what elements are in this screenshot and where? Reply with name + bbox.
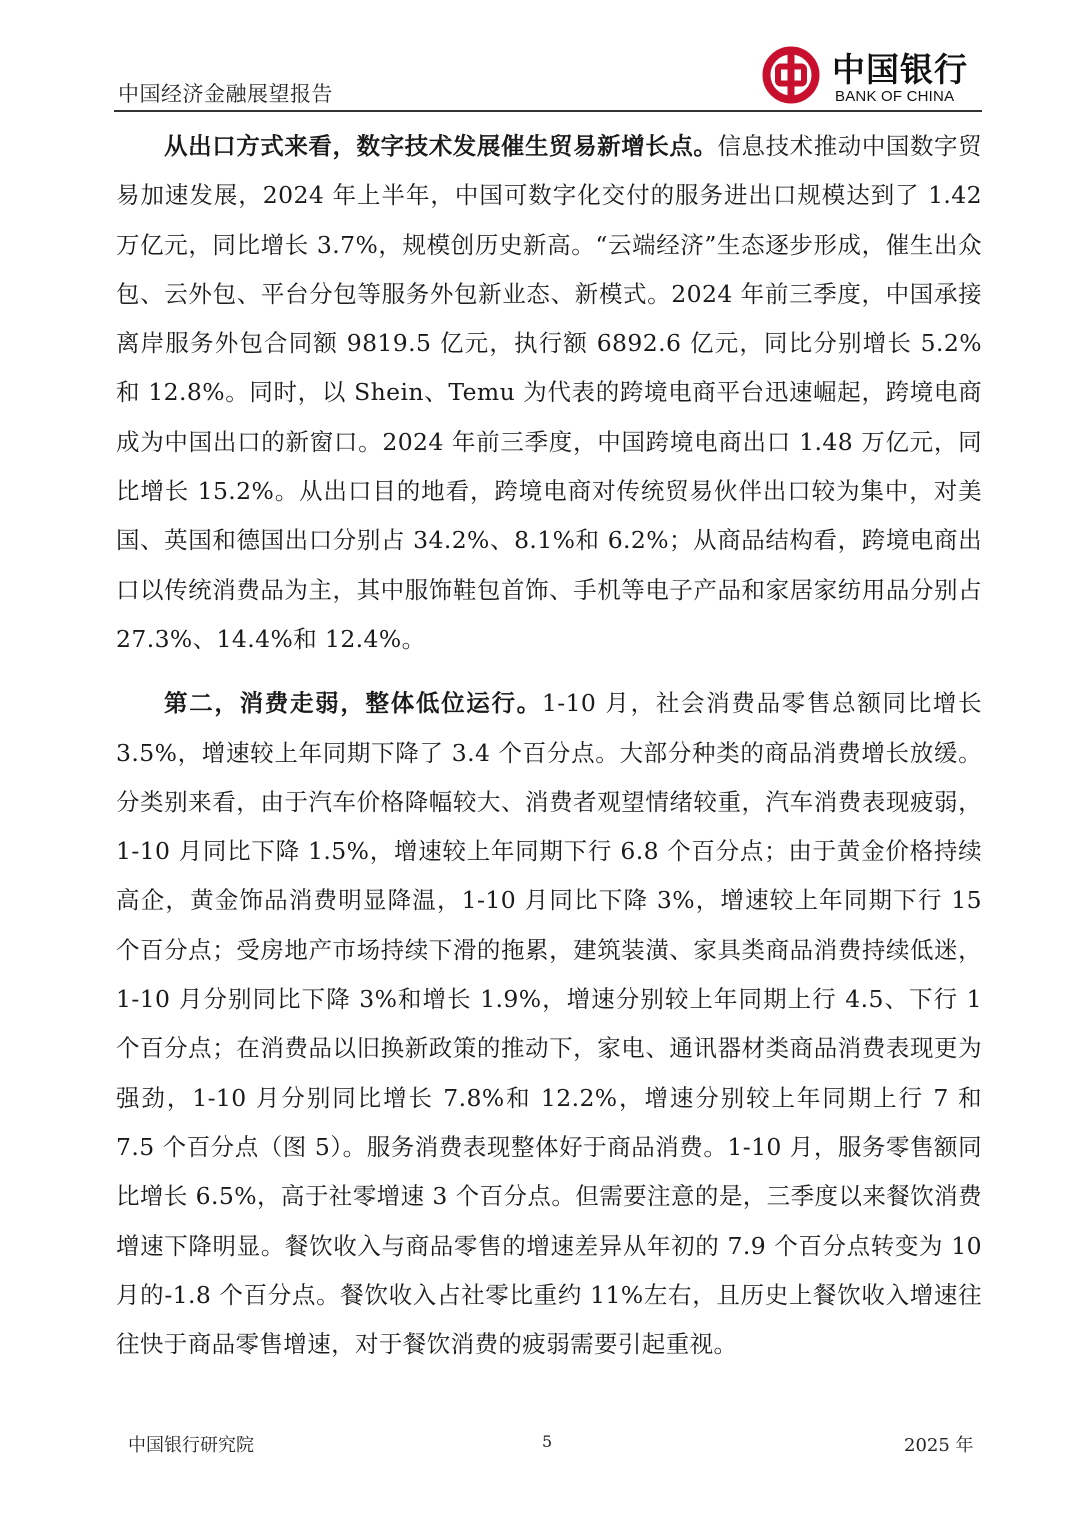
document-body bbox=[116, 122, 982, 1369]
paragraph-lead: 第二，消费走弱，整体低位运行。 bbox=[164, 689, 542, 718]
footer-year: 2025 年 bbox=[904, 1435, 974, 1456]
logo-english-name: BANK OF CHINA bbox=[835, 88, 955, 105]
bank-of-china-emblem-icon bbox=[762, 46, 820, 104]
paragraph-digital-trade bbox=[116, 122, 982, 664]
paragraph-text: 1-10 月，社会消费品零售总额同比增长 3.5%，增速较上年同期下降了 3.4 个百分点。大部分种类的商品消费增长放缓。分类别来看，由于汽车价格降幅较大、消费者观望情绪较重，汽车消费表现疲弱，1-10 月同比下降 1.5%，增速较上年同期下行 6.8 个百分点；由于黄金价格持续高企，黄金饰品消费明显降温，1-10 月同比下降 3%，增速较上年同期下行 15 个百分点；受房地产市场持续下滑的拖累，建筑装潢、家具类商品消费持续低迷，1-10 月分别同比下降 3%和增长 1.9%，增速分别较上年同期上行 4.5、下行 1 个百分点；在消费品以旧换新政策的推动下，家电、通讯器材类商品消费表现更为强劲，1-10 月分别同比增长 7.8%和 12.2%，增速分别较上年同期上行 7 和 7.5 个百分点（图 5）。服务消费表现整体好于商品消费。1-10 月，服务零售额同比增长 6.5%，高于社零增速 3 个百分点。但需要注意的是，三季度以来餐饮消费增速下降明显。餐饮收入与商品零售的增速差异从年初的 7.9 个百分点转变为 10 月的-1.8 个百分点。餐饮收入占社零比重约 11%左右，且历史上餐饮收入增速往往快于商品零售增速，对于餐饮消费的疲弱需要引起重视。 bbox=[116, 689, 983, 1359]
paragraph-text: 信息技术推动中国数字贸易加速发展，2024 年上半年，中国可数字化交付的服务进出口规模达到了 1.42 万亿元，同比增长 3.7%，规模创历史新高。“云端经济”生态逐步形成，催生出众包、云外包、平台分包等服务外包新业态、新模式。2024 年前三季度，中国承接离岸服务外包合同额 9819.5 亿元，执行额 6892.6 亿元，同比分别增长 5.2%和 12.8%。同时，以 Shein、Temu 为代表的跨境电商平台迅速崛起，跨境电商成为中国出口的新窗口。2024 年前三季度，中国跨境电商出口 1.48 万亿元，同比增长 15.2%。从出口目的地看，跨境电商对传统贸易伙伴出口较为集中，对美国、英国和德国出口分别占 34.2%、8.1%和 6.2%；从商品结构看，跨境电商出口以传统消费品为主，其中服饰鞋包首饰、手机等电子产品和家居家纺用品分别占 27.3%、14.4%和 12.4%。 bbox=[116, 132, 983, 653]
bank-logo bbox=[762, 46, 982, 108]
paragraph-consumption bbox=[116, 679, 982, 1369]
paragraph-lead: 从出口方式来看，数字技术发展催生贸易新增长点。 bbox=[164, 132, 718, 160]
page-number: 5 bbox=[542, 1432, 553, 1451]
report-title: 中国经济金融展望报告 bbox=[118, 82, 333, 106]
header-divider bbox=[114, 110, 982, 112]
logo-chinese-name: 中国银行 bbox=[832, 50, 968, 89]
footer-institution: 中国银行研究院 bbox=[128, 1435, 254, 1456]
